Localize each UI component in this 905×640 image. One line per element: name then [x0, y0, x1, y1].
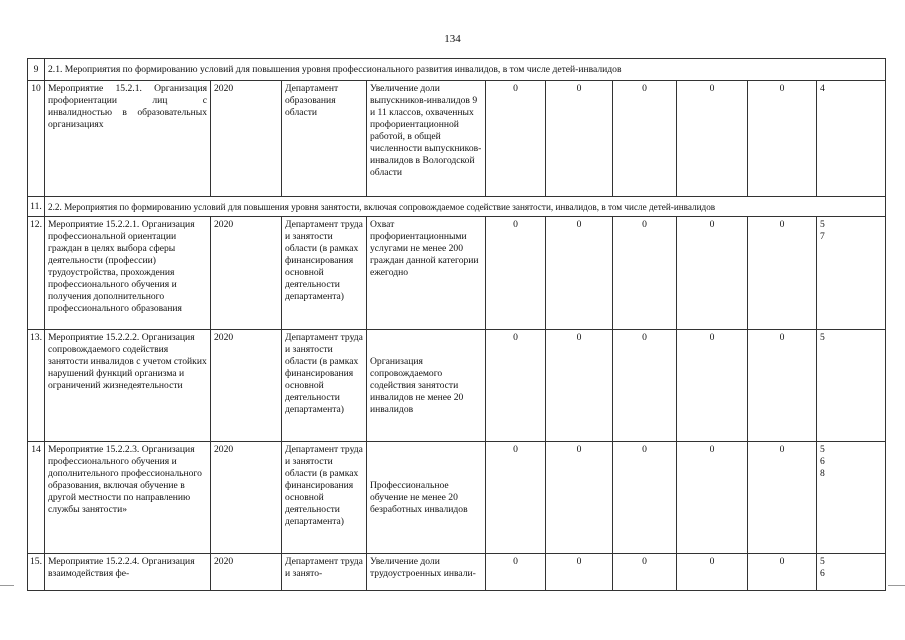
year-cell: 2020 — [211, 217, 282, 330]
table-row — [28, 217, 886, 330]
row-number: 11. — [28, 197, 45, 217]
indicator-cell: Охват профориентационными услугами не менее 200 граждан данной категории ежегодно — [367, 217, 486, 330]
table-row — [28, 442, 886, 554]
value-cell: 0 — [748, 554, 817, 591]
margin-line-right — [888, 585, 905, 586]
year-cell: 2020 — [211, 554, 282, 591]
executor-cell: Департамент труда и занято- — [282, 554, 367, 591]
value-cell: 0 — [613, 330, 677, 442]
section-title: 2.2. Мероприятия по формированию условий для повышения уровня занятости, включая сопровождаемое содействие занятости, инвалидов, в том числе детей-инвалидов — [45, 197, 886, 217]
event-cell: Мероприятие 15.2.2.1. Организация профессиональной ориентации граждан в целях выбора сферы деятельности (профессии) трудоустройства, прохождения профессионального обучения и получения дополнительного профессионального образования — [45, 217, 211, 330]
page-number: 134 — [444, 33, 461, 45]
value-cell: 0 — [748, 330, 817, 442]
section-row — [28, 59, 886, 81]
value-cell: 0 — [677, 217, 748, 330]
indicator-cell: Увеличение доли трудоустроенных инвали- — [367, 554, 486, 591]
indicator-cell: Увеличение доли выпускников-инвалидов 9 и 11 классов, охваченных профориентационной работой, в общей численности выпускников-инвалидов в Вологодской области — [367, 81, 486, 197]
value-cell: 0 — [486, 81, 546, 197]
value-cell: 0 — [748, 442, 817, 554]
row-number: 13. — [28, 330, 45, 442]
table-row — [28, 554, 886, 591]
value-cell: 0 — [677, 81, 748, 197]
value-cell: 0 — [748, 217, 817, 330]
value-cell: 0 — [546, 330, 613, 442]
indicator-cell: Профессиональное обучение не менее 20 безработных инвалидов — [367, 442, 486, 554]
year-cell: 2020 — [211, 330, 282, 442]
value-cell: 0 — [613, 81, 677, 197]
code-cell: 4 — [817, 81, 886, 197]
value-cell: 0 — [486, 554, 546, 591]
event-cell: Мероприятие 15.2.2.4. Организация взаимодействия фе- — [45, 554, 211, 591]
value-cell: 0 — [613, 442, 677, 554]
row-number: 15. — [28, 554, 45, 591]
executor-cell: Департамент труда и занятости области (в рамках финансирования основной деятельности департамента) — [282, 330, 367, 442]
event-cell: Мероприятие 15.2.1. Организация профориентации лиц с инвалидностью в образовательных организациях — [45, 81, 211, 197]
measures-table — [27, 58, 886, 591]
table-row — [28, 81, 886, 197]
executor-cell: Департамент труда и занятости области (в рамках финансирования основной деятельности департамента) — [282, 217, 367, 330]
event-cell: Мероприятие 15.2.2.2. Организация сопровождаемого содействия занятости инвалидов с учетом стойких нарушений функций организма и ограничений жизнедеятельности — [45, 330, 211, 442]
row-number: 14 — [28, 442, 45, 554]
executor-cell: Департамент труда и занятости области (в рамках финансирования основной деятельности департамента) — [282, 442, 367, 554]
value-cell: 0 — [486, 330, 546, 442]
value-cell: 0 — [748, 81, 817, 197]
row-number: 9 — [28, 59, 45, 81]
value-cell: 0 — [677, 554, 748, 591]
section-title: 2.1. Мероприятия по формированию условий для повышения уровня профессионального развития инвалидов, в том числе детей-инвалидов — [45, 59, 886, 81]
value-cell: 0 — [546, 442, 613, 554]
code-cell: 5 6 8 — [817, 442, 886, 554]
value-cell: 0 — [613, 217, 677, 330]
value-cell: 0 — [613, 554, 677, 591]
value-cell: 0 — [546, 81, 613, 197]
event-cell: Мероприятие 15.2.2.3. Организация профессионального обучения и дополнительного профессионального образования, включая обучение в другой местности по направлению службы занятости» — [45, 442, 211, 554]
value-cell: 0 — [546, 554, 613, 591]
value-cell: 0 — [486, 442, 546, 554]
value-cell: 0 — [486, 217, 546, 330]
margin-line-left — [0, 585, 14, 586]
value-cell: 0 — [546, 217, 613, 330]
executor-cell: Департамент образования области — [282, 81, 367, 197]
year-cell: 2020 — [211, 442, 282, 554]
row-number: 12. — [28, 217, 45, 330]
value-cell: 0 — [677, 330, 748, 442]
indicator-cell: Организация сопровождаемого содействия занятости инвалидов не менее 20 инвалидов — [367, 330, 486, 442]
value-cell: 0 — [677, 442, 748, 554]
year-cell: 2020 — [211, 81, 282, 197]
section-row — [28, 197, 886, 217]
code-cell: 5 7 — [817, 217, 886, 330]
code-cell: 5 — [817, 330, 886, 442]
row-number: 10 — [28, 81, 45, 197]
code-cell: 5 6 — [817, 554, 886, 591]
table-row — [28, 330, 886, 442]
